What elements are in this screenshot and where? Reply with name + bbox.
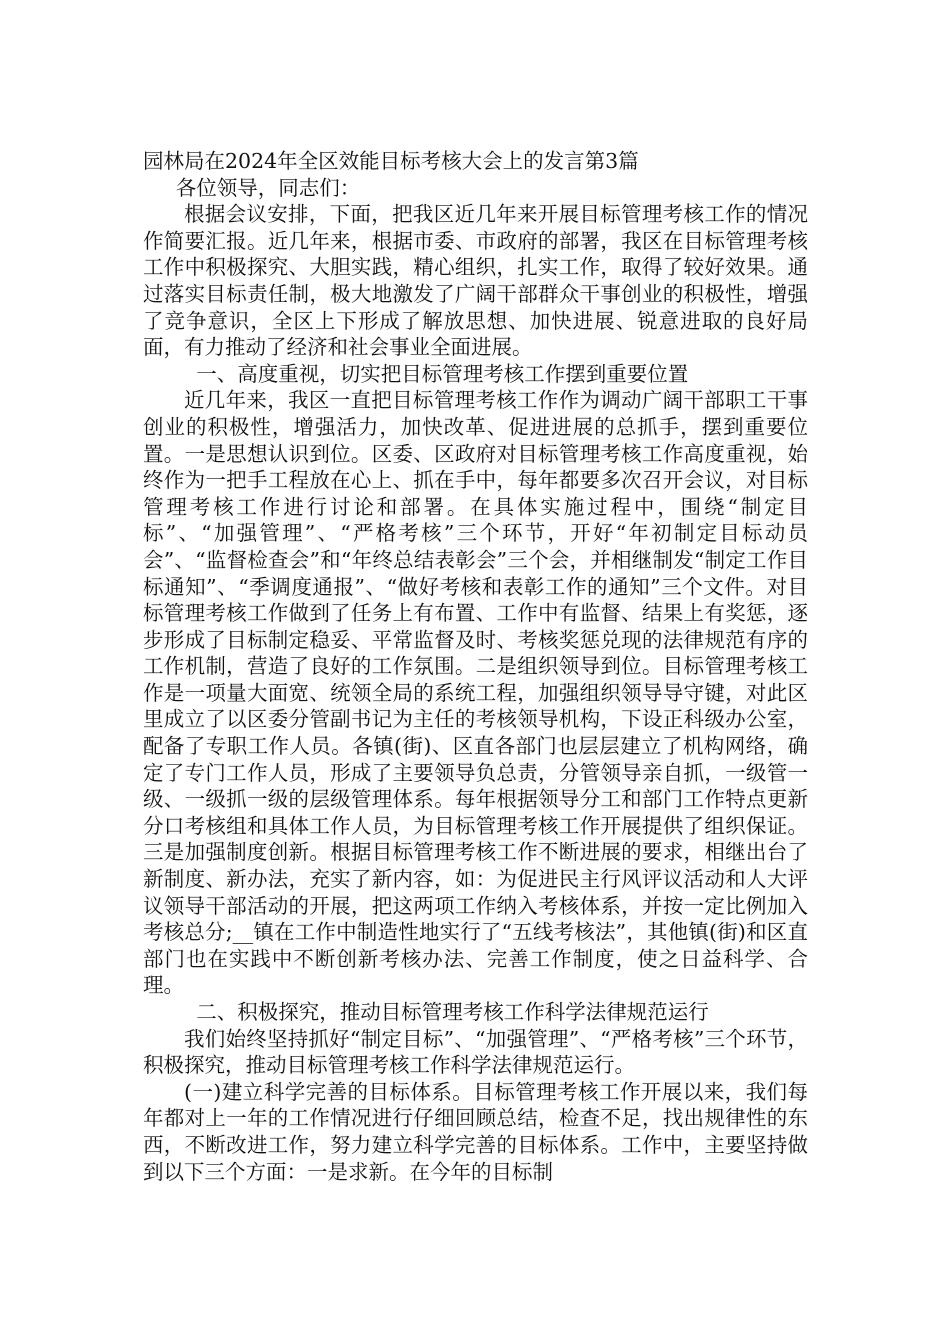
salutation: 各位领导，同志们：: [175, 175, 361, 200]
body-paragraph: 我们始终坚持抓好“制定目标”、“加强管理”、“严格考核”三个环节，积极探究，推动目标管理考核工作科学法律规范运行。: [143, 1026, 808, 1078]
body-paragraph: 近几年来，我区一直把目标管理考核工作作为调动广阔干部职工干事创业的积极性，增强活力，加快改革、促进进展的总抓手，摆到重要位置。一是思想认识到位。区委、区政府对目标管理考核工作高度重视，始终作为一把手工程放在心上、抓在手中，每年都要多次召开会议，对目标管理考核工作进行讨论和部署。在具体实施过程中，围绕“制定目标”、“加强管理”、“严格考核”三个环节，开好“年初制定目标动员会”、“监督检查会”和“年终总结表彰会”三个会，并相继制发“制定工作目标通知”、“季调度通报”、“做好考核和表彰工作的通知”三个文件。对目标管理考核工作做到了任务上有布置、工作中有监督、结果上有奖惩，逐步形成了目标制定稳妥、平常监督及时、考核奖惩兑现的法律规范有序的工作机制，营造了良好的工作氛围。二是组织领导到位。目标管理考核工作是一项量大面宽、统领全局的系统工程，加强组织领导导守键，对此区里成立了以区委分管副书记为主任的考核领导机构，下设正科级办公室，配备了专职工作人员。各镇(街)、区直各部门也层层建立了机构网络，确定了专门工作人员，形成了主要领导负总责，分管领导亲自抓，一级管一级、一级抓一级的层级管理体系。每年根据领导分工和部门工作特点更新分口考核组和具体工作人员，为目标管理考核工作开展提供了组织保证。三是加强制度创新。根据目标管理考核工作不断进展的要求，相继出台了新制度、新办法，充实了新内容，如：为促进民主行风评议活动和人大评议领导干部活动的开展，把这两项工作纳入考核体系，并按一定比例加入考核总分;__镇在工作中制造性地实行了“五线考核法”，其他镇(街)和区直部门也在实践中不断创新考核办法、完善工作制度，使之日益科学、合理。: [143, 388, 808, 998]
section-heading-1: 一、高度重视，切实把目标管理考核工作摆到重要位置: [196, 361, 689, 386]
document-title: 园林局在2024年全区效能目标考核大会上的发言第3篇: [143, 149, 639, 173]
document-page: [143, 148, 808, 1185]
section-heading-2: 二、积极探究，推动目标管理考核工作科学法律规范运行: [196, 1000, 709, 1024]
body-paragraph: 根据会议安排，下面，把我区近几年来开展目标管理考核工作的情况作简要汇报。近几年来，根据市委、市政府的部署，我区在目标管理考核工作中积极探究、大胆实践，精心组织，扎实工作，取得了较好效果。通过落实目标责任制，极大地激发了广阔干部群众干事创业的积极性，增强了竞争意识，全区上下形成了解放思想、加快进展、锐意进取的良好局面，有力推动了经济和社会事业全面进展。: [143, 202, 808, 360]
body-paragraph: (一)建立科学完善的目标体系。目标管理考核工作开展以来，我们每年都对上一年的工作情况进行仔细回顾总结，检查不足，找出规律性的东西，不断改进工作，努力建立科学完善的目标体系。工作中，主要坚持做到以下三个方面：一是求新。在今年的目标制: [143, 1079, 808, 1184]
